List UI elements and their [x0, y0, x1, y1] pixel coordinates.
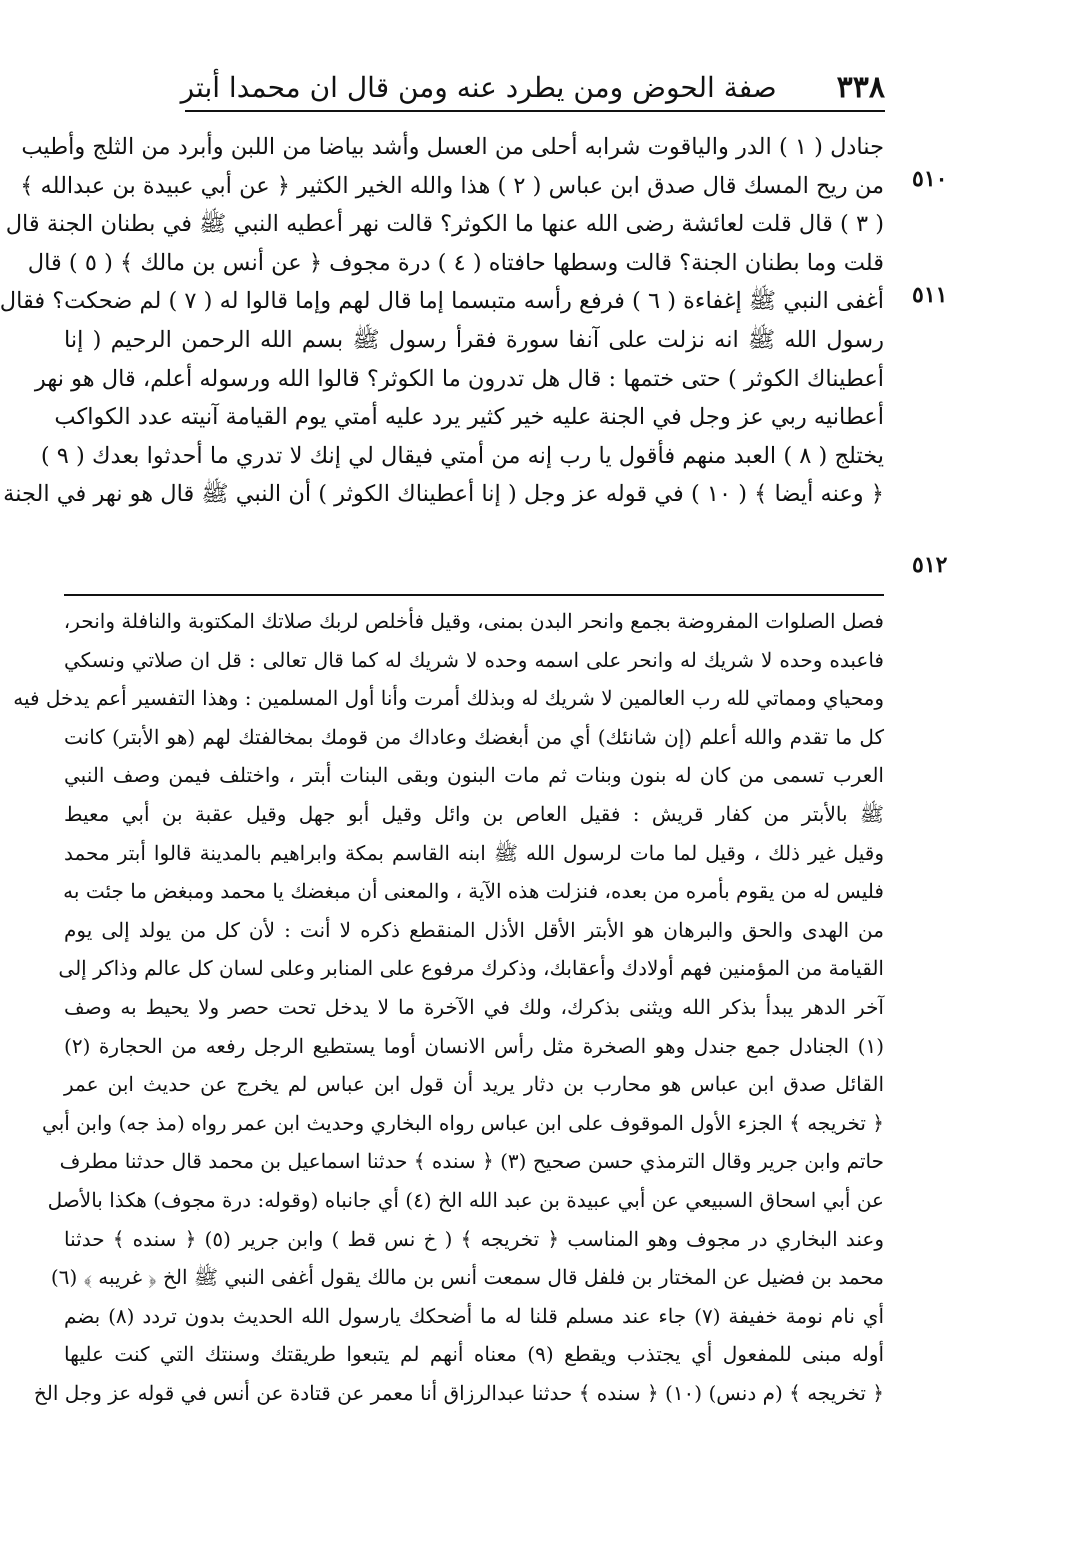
footnote-line: حاتم وابن جرير وقال الترمذي حسن صحيح (٣) ﴿ سنده ﴾ حدثنا اسماعيل بن محمد قال حدثنا مطرف [59, 1149, 884, 1174]
footnote-line: فصل الصلوات المفروضة بجمع وانحر البدن بمنى، وقيل فأخلص لربك صلاتك المكتوبة والنافلة وانحر، [63, 609, 884, 633]
footnote-line: فليس له من يقوم بأمره من بعده، فنزلت هذه الآية ، والمعنى أن مبغضك يا محمد ومبغض ما جئت به [63, 879, 884, 904]
footnote-line: كل ما تقدم والله أعلم (إن شانئك) أي من أبغضك وعاداك من قومك بمخالفتك لهم (هو الأبتر) كانت [64, 724, 884, 749]
footnote-line: ﴿ تخريجه ﴾ (م دنس) (١٠) ﴿ سنده ﴾ حدثنا عبدالرزاق أنا معمر عن قتادة عن أنس في قوله عز وجل الخ [33, 1380, 884, 1405]
footnote-line: آخر الدهر يبدأ بذكر الله ويثنى بذكرك، ولك في الآخرة ما لا يدخل تحت حصر ولا يحيط به وصف [64, 994, 884, 1019]
footnote-line: أوله مبنى للمفعول أي يجتذب ويقطع (٩) معناه أنهم لم يتبعوا طريقتك وسنتك التي كنت عليها [64, 1342, 885, 1367]
margin-number-512: ٥١٢ [912, 552, 948, 578]
footnote-line: محمد بن فضيل عن المختار بن فلفل قال سمعت أنس بن مالك يقول أغفى النبي ﷺ الخ ﴿ غريبه ﴾ (٦) [50, 1265, 884, 1290]
main-line: جنادل ( ١ ) الدر والياقوت شرابه أحلى من العسل وأشد بياضا من اللبن وأبرد من الثلج وأطيب [21, 134, 884, 160]
main-line: ﴿ وعنه أيضا ﴾ ( ١٠ ) في قوله عز وجل ( إنا أعطيناك الكوثر ) أن النبي ﷺ قال هو نهر في الجنة [3, 481, 884, 508]
footnote-line: ﷺ بالأبتر من كفار قريش : فقيل العاص بن وائل وقيل أبو جهل وقيل عقبة بن أبي معيط [64, 801, 884, 826]
footnote-line: وعند البخاري در مجوف وهو المناسب ﴿ تخريجه ﴾ ( خ نس قط ) وابن جرير (٥) ﴿ سنده ﴾ حدثنا [64, 1226, 884, 1251]
main-line: ( ٣ ) قال قلت لعائشة رضى الله عنها ما الكوثر؟ قالت نهر أعطيه النبي ﷺ في بطنان الجنة قال [5, 211, 884, 238]
footnote-line: فاعبده وحده لا شريك له وانحر على اسمه وحده لا شريك له كما قال تعالى : قل ان صلاتي ونسكي [64, 647, 884, 672]
footnote-line: العرب تسمى من كان له بنون وبنات ثم مات البنون وبقى البنات أبتر ، واختلف فيمن وصف النبي [64, 763, 884, 788]
footnote-separator [64, 594, 884, 596]
footnote-line: وقيل غير ذلك ، وقيل لما مات لرسول الله ﷺ ابنه القاسم بمكة وابراهيم بالمدينة قالوا أبتر محمد [64, 840, 884, 865]
footnote-line: القيامة من المؤمنين فهم أولادك وأعقابك، وذكرك مرفوع على المنابر وعلى لسان كل عالم وذاكر إلى [58, 956, 884, 981]
main-text [0, 128, 884, 514]
footnote-line: (١) الجنادل جمع جندل وهو الصخرة مثل رأس الانسان أوما يستطيع الرجل رفعه من الحجارة (٢) [64, 1033, 884, 1058]
page-number: ٣٣٨ [836, 69, 885, 105]
footnotes [13, 604, 885, 1414]
main-line: قلت وما بطنان الجنة؟ قالت وسطها حافتاه ( ٤ ) درة مجوف ﴿ عن أنس بن مالك ﴾ ( ٥ ) قال [27, 249, 884, 276]
footnote-line: من الهدى والحق والبرهان هو الأبتر الأقل الأذل المنقطع ذكره لا أنت : لأن كل من يولد إلى يوم [64, 917, 884, 942]
main-line: من ريح المسك قال صدق ابن عباس ( ٢ ) هذا والله الخير الكثير ﴿ عن أبي عبيدة بن عبدالله ﴾ [20, 172, 884, 199]
footnote-line: ﴿ تخريجه ﴾ الجزء الأول الموقوف على ابن عباس رواه البخاري وحديث ابن عمر رواه (مذ جه) وابن أبي [42, 1110, 884, 1135]
main-line: يختلج ( ٨ ) العبد منهم فأقول يا رب إنه من أمتي فيقال لي إنك لا تدري ما أحدثوا بعدك ( ٩ ) [40, 442, 884, 469]
footnote-line: القائل صدق ابن عباس هو محارب بن دثار يريد أن قول ابن عباس لم يخرج عن حديث ابن عمر [64, 1072, 884, 1097]
footnote-line: ومحياي ومماتي لله رب العالمين لا شريك له وبذلك أمرت وأنا أول المسلمين : وهذا التفسير أعم يدخل فيه [13, 686, 884, 711]
footnote-line: عن أبي اسحاق السبيعي عن أبي عبيدة بن عبد الله الخ (٤) أي جانباه (وقوله: درة مجوف) هكذا بالأصل [47, 1187, 884, 1212]
main-line: أعطانيه ربي عز وجل في الجنة عليه خير كثير يرد عليه أمتي يوم القيامة آنيته عدد الكواكب [54, 404, 884, 431]
main-line: رسول الله ﷺ انه نزلت على آنفا سورة فقرأ رسول ﷺ بسم الله الرحمن الرحيم ( إنا [64, 326, 884, 353]
main-line: أغفى النبي ﷺ إغفاءة ( ٦ ) فرفع رأسه متبسما إما قال لهم وإما قالوا له ( ٧ ) لم ضحكت؟ فقال [0, 288, 884, 315]
running-title: صفة الحوض ومن يطرد عنه ومن قال ان محمدا أبتر [180, 70, 777, 104]
main-line: أعطيناك الكوثر ) حتى ختمها : قال هل تدرون ما الكوثر؟ قالوا الله ورسوله أعلم، قال هو نهر [34, 365, 884, 392]
margin-number-510: ٥١٠ [912, 166, 948, 192]
footnote-line: أي نام نومة خفيفة (٧) جاء عند مسلم قلنا له ما أضحكك يارسول الله الحديث بدون تردد (٨) بضم [64, 1303, 885, 1328]
page-header [180, 62, 885, 112]
margin-number-511: ٥١١ [912, 282, 948, 308]
header-rule [185, 110, 885, 112]
